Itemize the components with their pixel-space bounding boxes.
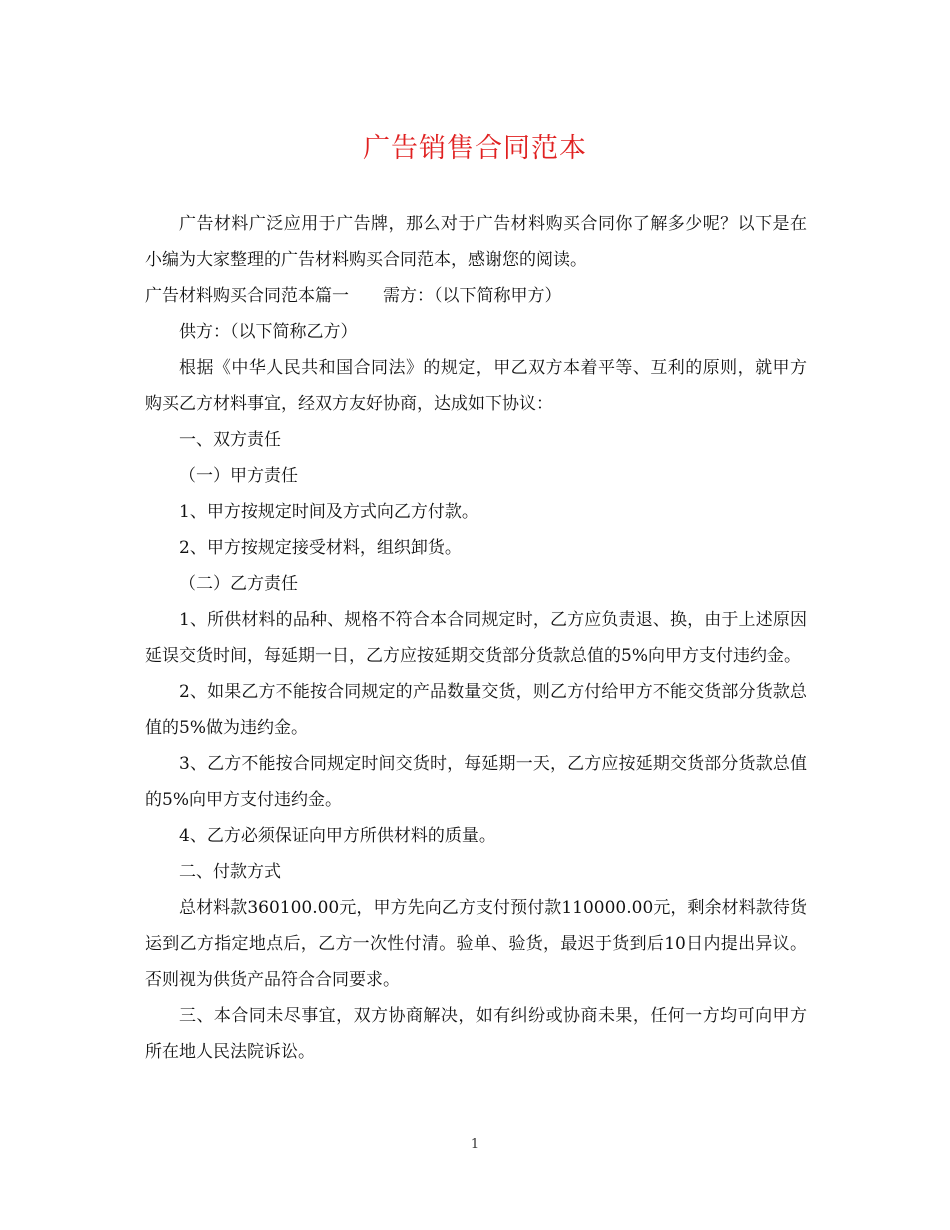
document-title: 广告销售合同范本: [363, 133, 587, 164]
section-heading-line: [145, 278, 807, 314]
preamble-paragraph: 根据《中华人民共和国合同法》的规定，甲乙双方本着平等、互利的原则，就甲方购买乙方材料事宜，经双方友好协商，达成如下协议：: [145, 358, 807, 414]
party-b-item-3: 3、乙方不能按合同规定时间交货时，每延期一天，乙方应按延期交货部分货款总值的5%向甲方支付违约金。: [145, 754, 807, 810]
subclause-heading-party-b: （二）乙方责任: [179, 574, 298, 594]
party-a-item-2: 2、甲方按规定接受材料，组织卸货。: [179, 538, 462, 558]
document-body: [145, 206, 807, 1070]
supplier-line: 供方：（以下简称乙方）: [179, 322, 358, 342]
intro-paragraph: 广告材料广泛应用于广告牌，那么对于广告材料购买合同你了解多少呢？以下是在小编为大家整理的广告材料购买合同范本，感谢您的阅读。: [145, 214, 807, 270]
party-b-item-2: 2、如果乙方不能按合同规定的产品数量交货，则乙方付给甲方不能交货部分货款总值的5%做为违约金。: [145, 682, 807, 738]
subclause-heading-party-a: （一）甲方责任: [179, 466, 298, 486]
party-a-item-1: 1、甲方按规定时间及方式向乙方付款。: [179, 502, 479, 522]
section-heading-title: 广告材料购买合同范本篇一: [145, 286, 349, 306]
clause-heading-responsibilities: 一、双方责任: [179, 430, 281, 450]
clause-heading-payment: 二、付款方式: [179, 862, 281, 882]
party-b-item-1: 1、所供材料的品种、规格不符合本合同规定时，乙方应负责退、换，由于上述原因延误交货时间，每延期一日，乙方应按延期交货部分货款总值的5%向甲方支付违约金。: [145, 610, 807, 666]
party-b-item-4: 4、乙方必须保证向甲方所供材料的质量。: [179, 826, 496, 846]
page-number: 1: [470, 1137, 480, 1152]
buyer-line: 需方：（以下简称甲方）: [383, 286, 562, 306]
payment-paragraph: 总材料款360100.00元，甲方先向乙方支付预付款110000.00元，剩余材料款待货运到乙方指定地点后，乙方一次性付清。验单、验货，最迟于货到后10日内提出异议。否则视为供货产品符合合同要求。: [145, 898, 807, 990]
dispute-clause: 三、本合同未尽事宜，双方协商解决，如有纠纷或协商未果，任何一方均可向甲方所在地人民法院诉讼。: [145, 1006, 807, 1062]
